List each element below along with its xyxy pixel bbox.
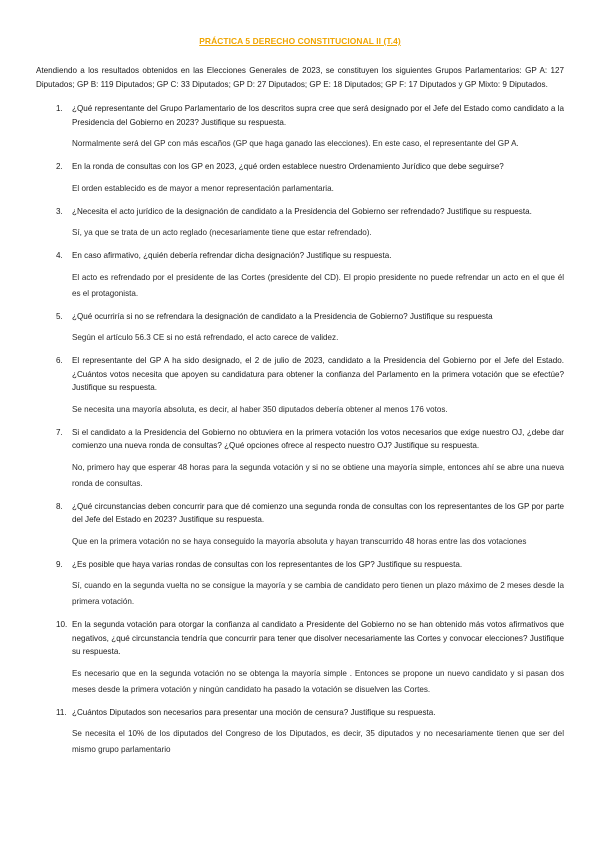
answer-text: Sí, cuando en la segunda vuelta no se consigue la mayoría y se cambia de candidato pero tienen un plazo máximo de 2 meses desde la primera votación. (72, 581, 564, 606)
question-text: ¿Cuántos Diputados son necesarios para presentar una moción de censura? Justifique su respuesta. (72, 707, 436, 717)
question-text: Si el candidato a la Presidencia del Gobierno no obtuviera en la primera votación los votos necesarios que exige nuestro OJ, ¿debe dar comienzo una nueva ronda de consultas? ¿Qué opciones ofrece al respecto nuestro OJ? Justifique su respuesta. (72, 427, 564, 450)
question-text: ¿Es posible que haya varias rondas de consultas con los representantes de los GP? Justifique su respuesta. (72, 559, 463, 569)
question-number: 8. (56, 501, 63, 511)
question-number: 3. (56, 206, 63, 216)
answer-text: El acto es refrendado por el presidente de las Cortes (presidente del CD). El propio presidente no puede refrendar un acto en el que él es el protagonista. (72, 272, 564, 298)
question-item (36, 205, 564, 242)
question-item (36, 102, 564, 152)
document-title: PRÁCTICA 5 DERECHO CONSTITUCIONAL II (T.4) (199, 36, 401, 46)
question-item (36, 558, 564, 611)
question-text: ¿Qué ocurriría si no se refrendara la designación de candidato a la Presidencia de Gobierno? Justifique su respuesta (72, 311, 493, 321)
question-number: 7. (56, 427, 63, 437)
question-number: 5. (56, 311, 63, 321)
answer-text: Se necesita una mayoría absoluta, es decir, al haber 350 diputados debería obtener al menos 176 votos. (72, 404, 448, 414)
question-number: 2. (56, 162, 63, 171)
question-text: ¿Qué representante del Grupo Parlamentario de los descritos supra cree que será designado por el Jefe del Estado como candidato a la Presidencia del Gobierno en 2023? Justifique su respuesta. (72, 104, 564, 127)
answer-text: Es necesario que en la segunda votación no se obtenga la mayoría simple . Entonces se propone un nuevo candidato y si pasan dos meses desde la primera votación y ningún candidato ha pasado la votación se disuelven las Cortes. (72, 668, 564, 694)
question-text: ¿Necesita el acto jurídico de la designación de candidato a la Presidencia del Gobierno ser refrendado? Justifique su respuesta. (72, 206, 532, 216)
document-page (36, 36, 564, 766)
question-number: 6. (56, 356, 63, 365)
answer-text: Según el artículo 56.3 CE si no está refrendado, el acto carece de validez. (72, 333, 339, 342)
answer-text: No, primero hay que esperar 48 horas para la segunda votación y si no se obtiene una mayoría simple, entonces ahí se abre una nueva ronda de consultas. (72, 462, 564, 488)
question-item (36, 249, 564, 302)
question-item (36, 500, 564, 550)
answer-text: Se necesita el 10% de los diputados del Congreso de los Diputados, es decir, 35 diputados y no necesariamente tienen que ser del mismo grupo parlamentario (72, 729, 564, 754)
answer-text: Sí, ya que se trata de un acto reglado (necesariamente tiene que estar refrendado). (72, 228, 372, 237)
question-item (36, 160, 564, 197)
question-number: 11. (56, 707, 67, 717)
question-text: ¿Qué circunstancias deben concurrir para que dé comienzo una segunda ronda de consultas con los representantes de los GP por parte del Jefe del Estado en 2023? Justifique su respuesta. (72, 501, 564, 524)
question-item (36, 706, 564, 759)
question-number: 1. (56, 104, 63, 113)
intro-paragraph: Atendiendo a los resultados obtenidos en las Elecciones Generales de 2023, se constituyen los siguientes Grupos Parlamentarios: GP A: 127 Diputados; GP B: 119 Diputados; GP C: 33 Diputados; GP D: 27 Diputados; GP E: 18 Diputados; GP F: 17 Diputados y GP Mixto: 9 Diputados. (36, 66, 564, 89)
question-number: 4. (56, 251, 63, 260)
question-list (36, 102, 564, 758)
question-item (36, 354, 564, 418)
question-item (36, 426, 564, 492)
question-number: 10. (56, 620, 68, 629)
question-text: El representante del GP A ha sido designado, el 2 de julio de 2023, candidato a la Presidencia del Gobierno por el Jefe del Estado. ¿Cuántos votos necesita que apoyen su candidatura para obtener la confianza del Parlamento en la primera votación que se efectúe? Justifique su respuesta. (72, 356, 564, 392)
question-number: 9. (56, 559, 63, 569)
answer-text: Que en la primera votación no se haya conseguido la mayoría absoluta y hayan transcurrido 48 horas entre las dos votaciones (72, 536, 527, 546)
answer-text: El orden establecido es de mayor a menor representación parlamentaria. (72, 183, 334, 193)
question-text: En la ronda de consultas con los GP en 2023, ¿qué orden establece nuestro Ordenamiento Jurídico que debe seguirse? (72, 162, 504, 171)
question-item (36, 310, 564, 347)
question-item (36, 618, 564, 698)
answer-text: Normalmente será del GP con más escaños (GP que haga ganado las elecciones). En este caso, el representante del GP A. (72, 139, 519, 148)
question-text: En caso afirmativo, ¿quién debería refrendar dicha designación? Justifique su respuesta. (72, 251, 392, 260)
question-text: En la segunda votación para otorgar la confianza al candidato a Presidente del Gobierno no se han obtenido más votos afirmativos que negativos, ¿qué circunstancia tendría que concurrir para tener que disolver necesariamente las Cortes y convocar elecciones? Justifique su respuesta. (72, 620, 564, 656)
